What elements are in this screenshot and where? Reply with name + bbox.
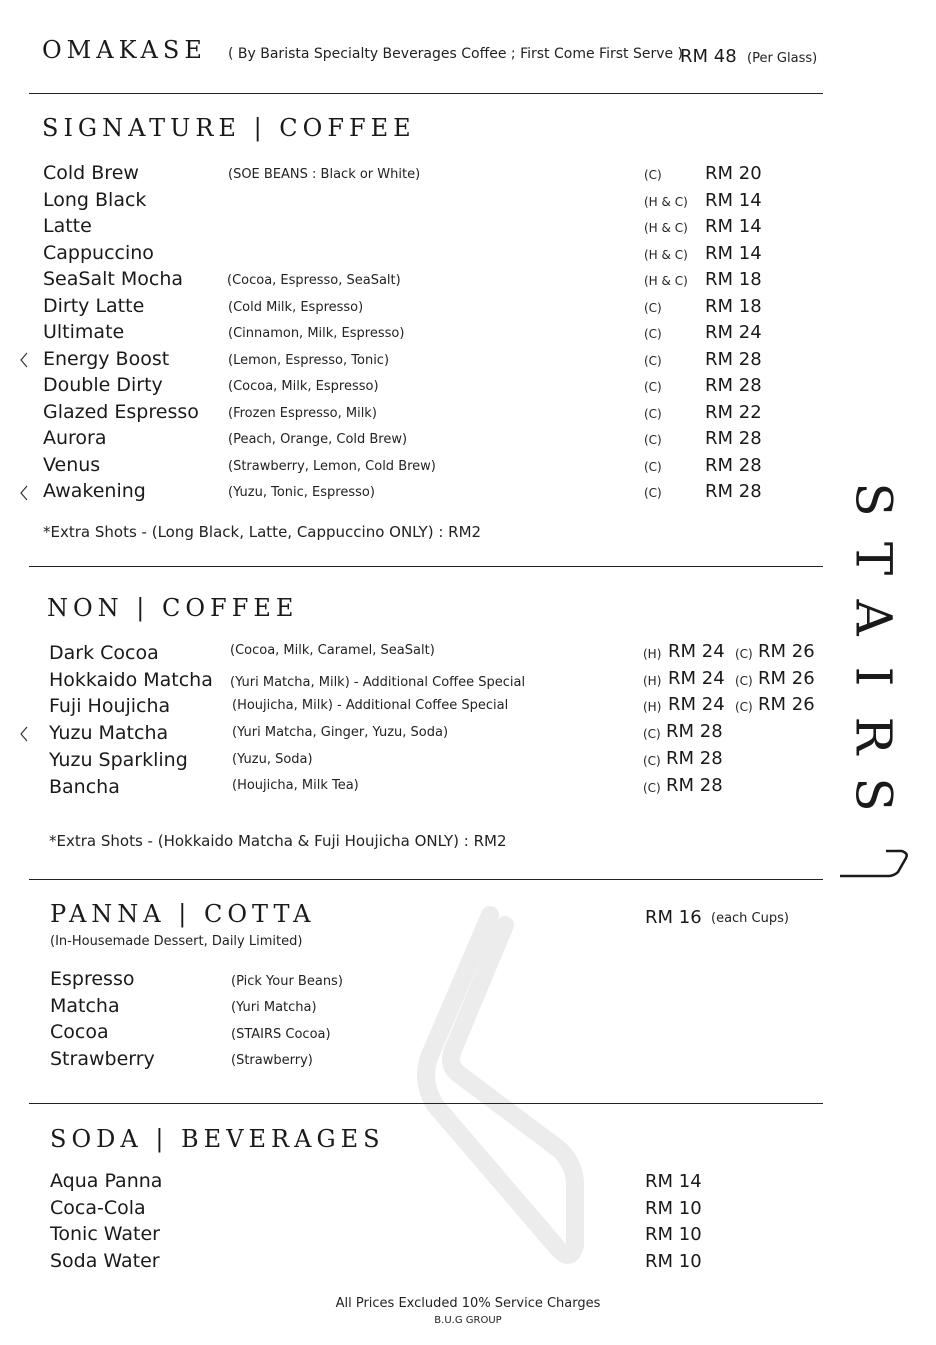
- menu-item-desc: (Yuri Matcha, Milk) - Additional Coffee Special: [230, 675, 526, 690]
- menu-item-tag: (H): [643, 674, 662, 688]
- menu-item-name: Ultimate: [43, 321, 125, 343]
- menu-item-desc: (Strawberry, Lemon, Cold Brew): [228, 459, 436, 474]
- menu-item-desc: (Cocoa, Milk, Caramel, SeaSalt): [230, 643, 435, 658]
- menu-item-desc: (Yuzu, Soda): [232, 752, 313, 767]
- divider: [29, 566, 823, 567]
- menu-item-tag: (C): [644, 168, 662, 182]
- recommended-mark-icon: [18, 725, 32, 743]
- menu-item-price: RM 14: [645, 1171, 702, 1192]
- brand-letter: I: [844, 666, 903, 687]
- menu-item-price: RM 10: [645, 1198, 702, 1219]
- brand-letter: R: [844, 716, 903, 755]
- menu-item-name: Yuzu Sparkling: [49, 749, 188, 771]
- menu-item-name: Espresso: [50, 968, 135, 990]
- menu-item-desc: (Yuzu, Tonic, Espresso): [228, 485, 375, 500]
- watermark-chevron-logo: [405, 895, 585, 1285]
- menu-item-name: Cocoa: [50, 1021, 109, 1043]
- menu-item-desc: (Cold Milk, Espresso): [228, 300, 364, 315]
- menu-item-name: Double Dirty: [43, 374, 163, 396]
- menu-item-tag: (C): [644, 354, 662, 368]
- menu-item-name: Energy Boost: [43, 348, 170, 370]
- menu-item-price: RM 28: [705, 349, 762, 370]
- menu-item-name: Venus: [43, 454, 101, 476]
- menu-item-tag: (H): [643, 700, 662, 714]
- menu-item-name: Cold Brew: [43, 162, 139, 184]
- menu-item-name: Long Black: [43, 189, 147, 211]
- menu-item-tag: (C): [644, 460, 662, 474]
- menu-item-price: RM 24: [668, 668, 725, 689]
- menu-item-desc: (Yuri Matcha, Ginger, Yuzu, Soda): [232, 725, 449, 740]
- menu-item-name: Matcha: [50, 995, 120, 1017]
- menu-item-tag: (C): [644, 301, 662, 315]
- menu-item-desc: (Houjicha, Milk) - Additional Coffee Special: [232, 698, 509, 713]
- menu-item-desc: (Frozen Espresso, Milk): [228, 406, 377, 421]
- menu-item-tag: (C): [644, 433, 662, 447]
- menu-item-desc: (STAIRS Cocoa): [231, 1027, 331, 1042]
- menu-item-name: Aqua Panna: [50, 1170, 163, 1192]
- menu-item-name: Aurora: [43, 427, 107, 449]
- pannacotta-price: RM 16: [645, 907, 702, 928]
- menu-item-tag: (C): [643, 727, 661, 741]
- menu-item-tag: (H): [643, 647, 662, 661]
- menu-item-name: Cappuccino: [43, 242, 154, 264]
- menu-item-tag: (C): [643, 754, 661, 768]
- menu-item-tag: (H & C): [644, 274, 688, 288]
- omakase-note: ( By Barista Specialty Beverages Coffee ; First Come First Serve ): [228, 46, 684, 62]
- brand-letter: A: [844, 599, 903, 636]
- omakase-price: RM 48: [680, 46, 737, 67]
- menu-item-name: SeaSalt Mocha: [43, 268, 184, 290]
- menu-item-desc: (Strawberry): [231, 1053, 313, 1068]
- menu-item-tag: (H & C): [644, 195, 688, 209]
- divider: [29, 1103, 823, 1104]
- brand-name-vertical: [838, 470, 908, 824]
- menu-item-price: RM 24: [705, 322, 762, 343]
- menu-item-name: Hokkaido Matcha: [49, 669, 213, 691]
- extra-shots-note: *Extra Shots - (Long Black, Latte, Cappuccino ONLY) : RM2: [43, 523, 482, 541]
- menu-item-desc: (Lemon, Espresso, Tonic): [228, 353, 390, 368]
- menu-item-desc: (Cocoa, Milk, Espresso): [228, 379, 379, 394]
- menu-item-desc: (Cocoa, Espresso, SeaSalt): [227, 273, 401, 288]
- menu-item-name: Glazed Espresso: [43, 401, 199, 423]
- menu-item-price: RM 28: [666, 748, 723, 769]
- menu-item-price: RM 22: [705, 402, 762, 423]
- divider: [29, 93, 823, 94]
- menu-item-price: RM 26: [758, 668, 815, 689]
- omakase-title: OMAKASE: [42, 36, 207, 64]
- menu-item-price: RM 24: [668, 641, 725, 662]
- signature-title: SIGNATURE | COFFEE: [42, 114, 416, 142]
- menu-item-tag: (C): [644, 407, 662, 421]
- menu-item-price: RM 24: [668, 694, 725, 715]
- brand-letter: S: [844, 482, 903, 517]
- recommended-mark-icon: [18, 351, 32, 369]
- menu-item-price: RM 28: [666, 721, 723, 742]
- menu-item-name: Dirty Latte: [43, 295, 145, 317]
- extra-shots-note: *Extra Shots - (Hokkaido Matcha & Fuji Houjicha ONLY) : RM2: [49, 832, 507, 850]
- menu-item-price: RM 14: [705, 243, 762, 264]
- menu-item-tag: (C): [643, 781, 661, 795]
- brand-letter: T: [844, 541, 903, 576]
- menu-item-tag: (C): [735, 700, 753, 714]
- pannacotta-unit: (each Cups): [711, 911, 789, 926]
- menu-item-name: Yuzu Matcha: [49, 722, 169, 744]
- menu-item-tag: (H & C): [644, 221, 688, 235]
- menu-item-tag: (C): [735, 674, 753, 688]
- menu-item-tag: (C): [644, 486, 662, 500]
- menu-item-price: RM 14: [705, 216, 762, 237]
- menu-item-tag: (C): [644, 327, 662, 341]
- menu-item-name: Soda Water: [50, 1250, 160, 1272]
- service-charge-note: All Prices Excluded 10% Service Charges: [335, 1296, 601, 1311]
- menu-item-name: Dark Cocoa: [49, 642, 159, 664]
- omakase-unit: (Per Glass): [747, 51, 818, 66]
- pannacotta-title: PANNA | COTTA: [50, 900, 316, 928]
- menu-item-name: Strawberry: [50, 1048, 155, 1070]
- menu-item-name: Coca-Cola: [50, 1197, 146, 1219]
- menu-item-name: Latte: [43, 215, 92, 237]
- menu-item-price: RM 10: [645, 1251, 702, 1272]
- menu-item-desc: (Houjicha, Milk Tea): [232, 778, 359, 793]
- menu-item-price: RM 10: [645, 1224, 702, 1245]
- menu-item-name: Bancha: [49, 776, 120, 798]
- menu-item-name: Awakening: [43, 480, 146, 502]
- group-name: B.U.G GROUP: [434, 1315, 502, 1326]
- menu-item-name: Tonic Water: [50, 1223, 160, 1245]
- menu-item-desc: (Yuri Matcha): [231, 1000, 317, 1015]
- menu-item-price: RM 18: [705, 296, 762, 317]
- soda-title: SODA | BEVERAGES: [50, 1125, 385, 1153]
- menu-item-price: RM 18: [705, 269, 762, 290]
- menu-item-tag: (C): [735, 647, 753, 661]
- menu-item-desc: (SOE BEANS : Black or White): [228, 167, 421, 182]
- menu-item-tag: (C): [644, 380, 662, 394]
- menu-item-name: Fuji Houjicha: [49, 695, 171, 717]
- menu-item-price: RM 28: [705, 375, 762, 396]
- noncoffee-title: NON | COFFEE: [47, 594, 299, 622]
- brand-chevron-icon: [836, 846, 910, 880]
- menu-item-desc: (Cinnamon, Milk, Espresso): [228, 326, 405, 341]
- menu-item-price: RM 28: [666, 775, 723, 796]
- menu-item-price: RM 28: [705, 428, 762, 449]
- pannacotta-subtitle: (In-Housemade Dessert, Daily Limited): [50, 934, 303, 949]
- recommended-mark-icon: [18, 484, 32, 502]
- menu-item-tag: (H & C): [644, 248, 688, 262]
- menu-item-price: RM 28: [705, 455, 762, 476]
- menu-item-price: RM 14: [705, 190, 762, 211]
- menu-item-price: RM 26: [758, 694, 815, 715]
- menu-item-price: RM 26: [758, 641, 815, 662]
- menu-item-price: RM 28: [705, 481, 762, 502]
- menu-item-price: RM 20: [705, 163, 762, 184]
- menu-item-desc: (Peach, Orange, Cold Brew): [228, 432, 408, 447]
- divider: [29, 879, 823, 880]
- menu-item-desc: (Pick Your Beans): [231, 974, 343, 989]
- brand-letter: S: [844, 777, 903, 812]
